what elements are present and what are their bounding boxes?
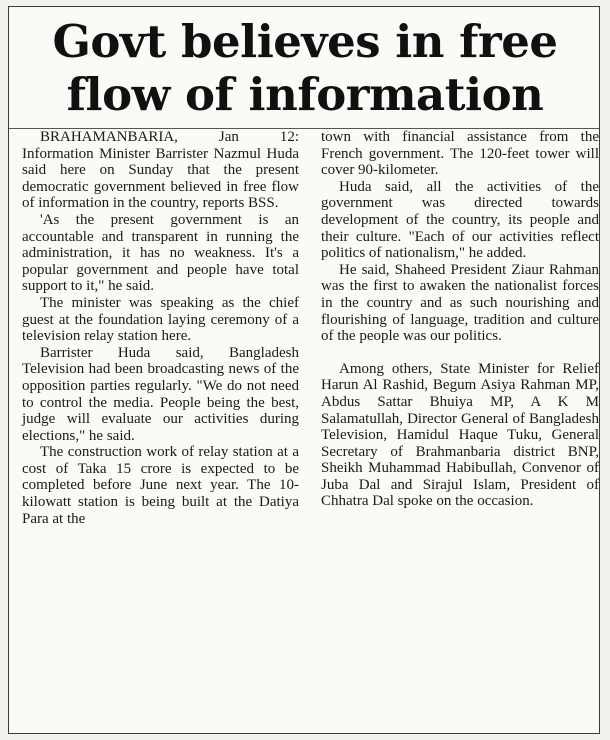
paragraph-attendees: Among others, State Minister for Relief Harun Al Rashid, Begum Asiya Rahman MP, Abdus Sattar Bhuiya MP, A K M Salamatullah, Director General of Bangladesh Television, Hamidul Haque Tuku, General Secretary of Brahmanbaria district BNP, Sheikh Muhammad Habibullah, Convenor of Juba Dal and Sirajul Islam, President of Chhatra Dal spoke on the occasion. bbox=[321, 360, 599, 510]
paragraph-chief-guest: The minister was speaking as the chief guest at the foundation laying ceremony of a television relay station here. bbox=[22, 294, 299, 345]
headline bbox=[9, 15, 601, 121]
article-column-left bbox=[22, 129, 299, 527]
paragraph-btv: Barrister Huda said, Bangladesh Television had been broadcasting news of the opposition parties regularly. "We do not need to control the media. People being the best, judge will evaluate our activities during elections," he said. bbox=[22, 344, 299, 444]
article-column-right bbox=[321, 129, 599, 510]
headline-line-1: Govt believes in free bbox=[52, 15, 558, 68]
paragraph-activities: Huda said, all the activities of the government was directed towards development of the country, its people and their culture. "Each of our activities reflect politics of nationalism," he added. bbox=[321, 178, 599, 262]
paragraph-continuation: town with financial assistance from the French government. The 120-feet tower will cover 90-kilometer. bbox=[321, 129, 599, 179]
news-clipping bbox=[8, 6, 600, 734]
headline-line-2: flow of information bbox=[66, 68, 544, 121]
paragraph-ziaur-rahman: He said, Shaheed President Ziaur Rahman was the first to awaken the nationalist forces in the country and as such nourishing and flourishing of language, tradition and culture of the people was our politics. bbox=[321, 261, 599, 345]
paragraph-quote: 'As the present government is an accountable and transparent in running the administration, it has no weakness. It's a popular government and people have total support to it," he said. bbox=[22, 211, 299, 295]
paragraph-dateline: BRAHAMANBARIA, Jan 12: Information Minister Barrister Nazmul Huda said here on Sunday that the present democratic government believed in free flow of information in the country, reports BSS. bbox=[22, 129, 299, 212]
paragraph-construction: The construction work of relay station at a cost of Taka 15 crore is expected to be completed before June next year. The 10-kilowatt station is being built at the Datiya Para at the bbox=[22, 444, 299, 527]
